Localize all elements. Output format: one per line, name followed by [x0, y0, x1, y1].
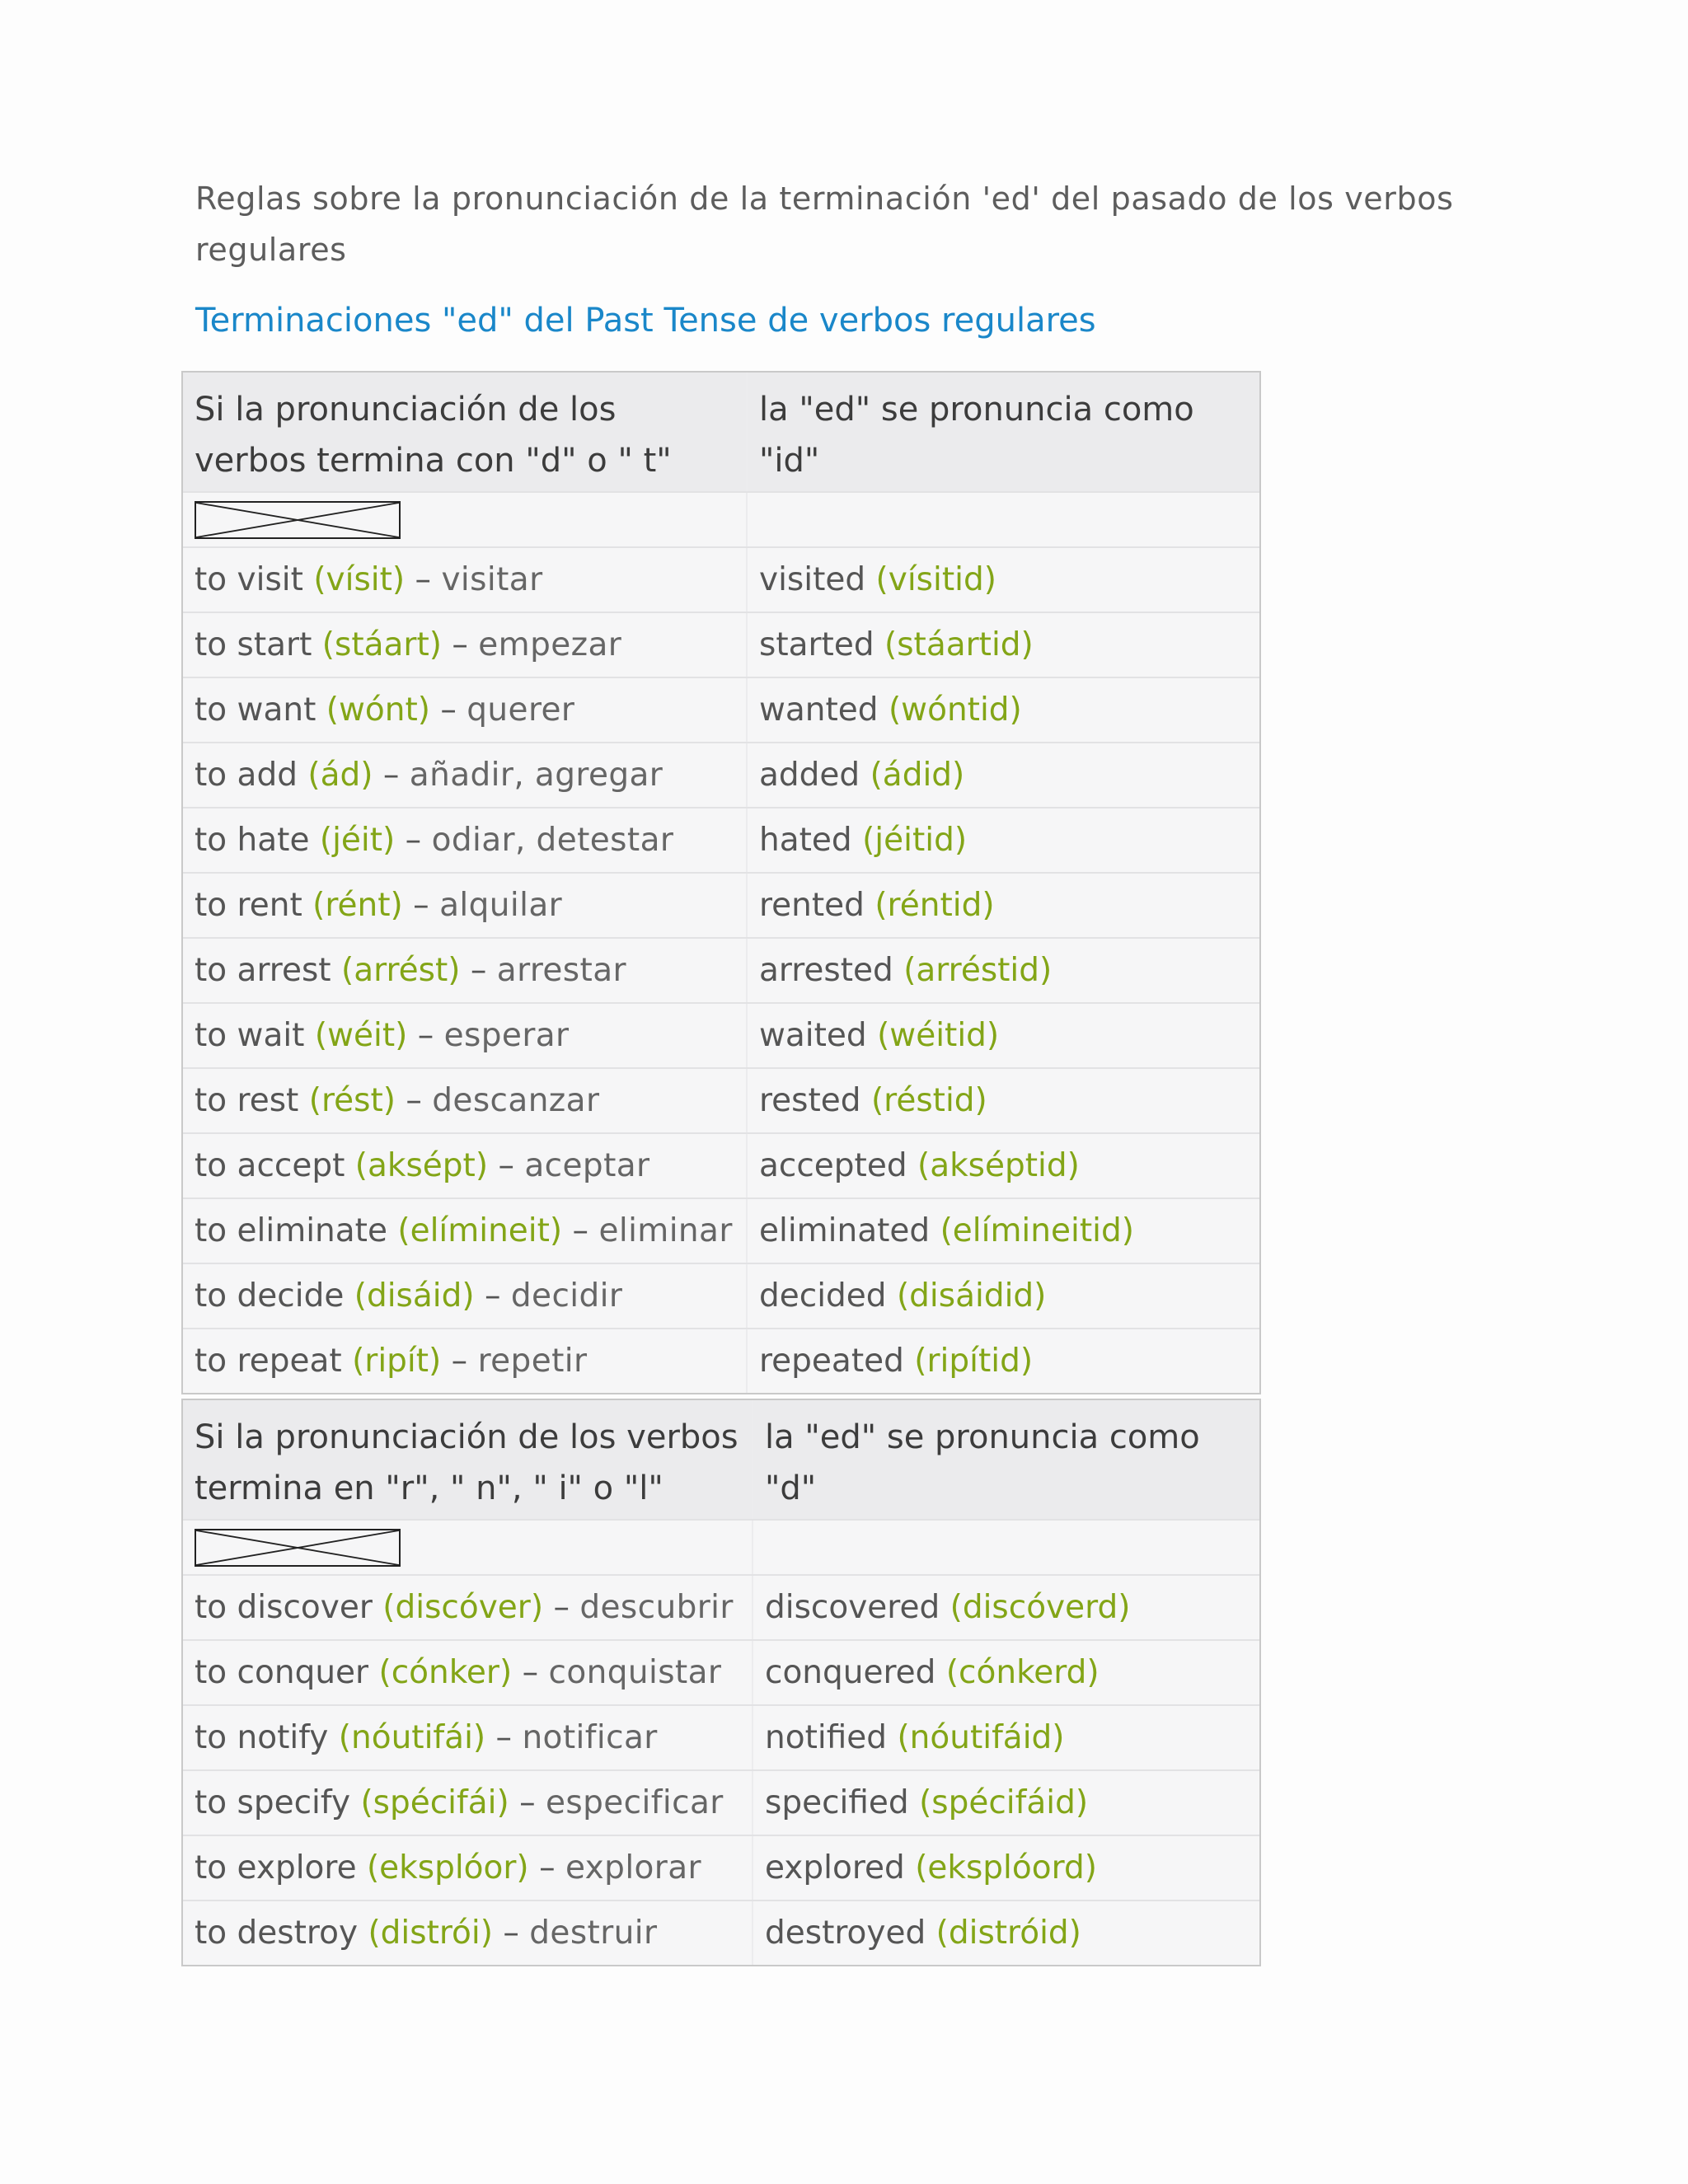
verb-translation: añadir, agregar	[409, 757, 663, 794]
table-row	[183, 743, 1259, 808]
present-cell	[183, 1836, 753, 1900]
verb-translation: empezar	[478, 626, 622, 663]
table-header-row	[183, 373, 1259, 493]
image-cell-empty	[748, 493, 1259, 546]
present-cell	[183, 1134, 748, 1197]
present-cell	[183, 1641, 753, 1704]
present-cell	[183, 1771, 753, 1835]
verb-translation: especificar	[546, 1784, 724, 1821]
table-row	[183, 678, 1259, 743]
broken-image-icon	[195, 1529, 401, 1567]
separator-dash: –	[572, 1212, 589, 1249]
image-row	[183, 493, 1259, 548]
verb-infinitive: to rest	[195, 1082, 299, 1119]
verb-past: decided	[759, 1277, 887, 1315]
present-cell	[183, 613, 748, 677]
verb-past: visited	[759, 561, 866, 598]
verb-past: explored	[765, 1849, 905, 1886]
verb-past: repeated	[759, 1343, 904, 1380]
table-row	[183, 1706, 1259, 1771]
past-pronunciation: (discóverd)	[950, 1589, 1131, 1626]
past-pronunciation: (spécifáid)	[919, 1784, 1089, 1821]
past-pronunciation: (jéitid)	[862, 822, 968, 859]
table-row	[183, 1134, 1259, 1199]
past-cell	[753, 1901, 1259, 1965]
verb-past: notified	[765, 1719, 888, 1756]
verb-pronunciation: (wónt)	[326, 691, 430, 729]
verb-pronunciation: (wéit)	[314, 1017, 408, 1054]
verb-past: hated	[759, 822, 852, 859]
present-cell	[183, 1264, 748, 1328]
verb-infinitive: to arrest	[195, 952, 331, 989]
separator-dash: –	[522, 1654, 539, 1691]
verb-infinitive: to discover	[195, 1589, 373, 1626]
verb-translation: querer	[467, 691, 575, 729]
verb-infinitive: to want	[195, 691, 316, 729]
present-cell	[183, 1706, 753, 1769]
separator-dash: –	[405, 822, 422, 859]
verb-infinitive: to repeat	[195, 1343, 342, 1380]
verb-infinitive: to accept	[195, 1147, 345, 1184]
separator-dash: –	[452, 626, 468, 663]
pronunciation-table-d	[181, 1399, 1261, 1966]
past-cell	[753, 1576, 1259, 1639]
present-cell	[183, 548, 748, 612]
verb-infinitive: to eliminate	[195, 1212, 387, 1249]
verb-pronunciation: (ripít)	[352, 1343, 442, 1380]
header-right-cell: la "ed" se pronuncia como "d"	[765, 1418, 1200, 1507]
verb-infinitive: to hate	[195, 822, 310, 859]
table-row	[183, 1199, 1259, 1264]
present-cell	[183, 1329, 748, 1393]
table-row	[183, 1641, 1259, 1706]
separator-dash: –	[406, 1082, 422, 1119]
header-right-cell: la "ed" se pronuncia como "id"	[759, 391, 1194, 480]
present-cell	[183, 1901, 753, 1965]
verb-past: destroyed	[765, 1915, 926, 1952]
present-cell	[183, 874, 748, 937]
verb-translation: eliminar	[598, 1212, 733, 1249]
table-row	[183, 1069, 1259, 1134]
past-pronunciation: (cónkerd)	[945, 1654, 1100, 1691]
separator-dash: –	[382, 757, 400, 794]
verb-pronunciation: (spécifái)	[360, 1784, 509, 1821]
verb-translation: repetir	[477, 1343, 588, 1380]
verb-translation: odiar, detestar	[431, 822, 674, 859]
verb-pronunciation: (cónker)	[378, 1654, 513, 1691]
image-row	[183, 1521, 1259, 1576]
verb-pronunciation: (eksplóor)	[366, 1849, 529, 1886]
separator-dash: –	[470, 952, 487, 989]
verb-pronunciation: (elímineit)	[397, 1212, 563, 1249]
table-row	[183, 548, 1259, 613]
past-pronunciation: (disáidid)	[896, 1277, 1047, 1315]
separator-dash: –	[519, 1784, 536, 1821]
past-cell	[753, 1771, 1259, 1835]
separator-dash: –	[495, 1719, 513, 1756]
verb-pronunciation: (nóutifái)	[338, 1719, 486, 1756]
past-pronunciation: (nóutifáid)	[897, 1719, 1065, 1756]
verb-translation: arrestar	[496, 952, 626, 989]
past-cell	[748, 808, 1259, 872]
verb-pronunciation: (disáid)	[354, 1277, 475, 1315]
verb-infinitive: to decide	[195, 1277, 345, 1315]
present-cell	[183, 1004, 748, 1067]
verb-translation: visitar	[441, 561, 543, 598]
verb-pronunciation: (discóver)	[382, 1589, 544, 1626]
verb-infinitive: to add	[195, 757, 298, 794]
section-heading: Terminaciones "ed" del Past Tense de verbos regulares	[195, 302, 1096, 340]
verb-pronunciation: (jéit)	[319, 822, 396, 859]
verb-infinitive: to start	[195, 626, 312, 663]
verb-translation: descubrir	[579, 1589, 734, 1626]
verb-translation: aceptar	[524, 1147, 650, 1184]
broken-image-icon	[195, 501, 401, 539]
verb-past: added	[759, 757, 860, 794]
table-row	[183, 613, 1259, 678]
verb-past: specified	[765, 1784, 909, 1821]
table-row	[183, 1329, 1259, 1393]
separator-dash: –	[498, 1147, 514, 1184]
document-body	[195, 173, 1531, 356]
table-header-row	[183, 1400, 1259, 1521]
past-pronunciation: (ádid)	[870, 757, 965, 794]
header-left-cell: Si la pronunciación de los verbos termina con "d" o " t"	[183, 373, 748, 491]
past-pronunciation: (vísitid)	[875, 561, 996, 598]
verb-past: rested	[759, 1082, 861, 1119]
past-cell	[748, 1329, 1259, 1393]
verb-infinitive: to wait	[195, 1017, 305, 1054]
verb-infinitive: to conquer	[195, 1654, 369, 1691]
verb-infinitive: to visit	[195, 561, 303, 598]
past-cell	[748, 613, 1259, 677]
past-cell	[753, 1641, 1259, 1704]
past-pronunciation: (wéitid)	[877, 1017, 1000, 1054]
present-cell	[183, 808, 748, 872]
past-cell	[748, 743, 1259, 807]
past-cell	[748, 1199, 1259, 1263]
verb-translation: esperar	[443, 1017, 570, 1054]
verb-translation: destruir	[529, 1915, 658, 1952]
verb-past: conquered	[765, 1654, 936, 1691]
separator-dash: –	[553, 1589, 570, 1626]
verb-pronunciation: (aksépt)	[354, 1147, 489, 1184]
past-cell	[748, 678, 1259, 742]
verb-infinitive: to rent	[195, 887, 302, 924]
verb-past: started	[759, 626, 874, 663]
past-pronunciation: (arréstid)	[903, 952, 1053, 989]
verb-pronunciation: (distrói)	[368, 1915, 493, 1952]
past-cell	[748, 1134, 1259, 1197]
table-row	[183, 1576, 1259, 1641]
verb-translation: explorar	[565, 1849, 701, 1886]
table-row	[183, 1836, 1259, 1901]
verb-infinitive: to explore	[195, 1849, 357, 1886]
verb-pronunciation: (stáart)	[321, 626, 442, 663]
past-cell	[748, 1004, 1259, 1067]
past-cell	[748, 939, 1259, 1002]
intro-paragraph: Reglas sobre la pronunciación de la terminación 'ed' del pasado de los verbos regulares	[195, 180, 1454, 268]
past-pronunciation: (ripítid)	[914, 1343, 1034, 1380]
header-left-cell: Si la pronunciación de los verbos termina en "r", " n", " i" o "l"	[183, 1400, 753, 1519]
verb-infinitive: to notify	[195, 1719, 329, 1756]
verb-translation: conquistar	[548, 1654, 722, 1691]
past-pronunciation: (stáartid)	[884, 626, 1034, 663]
image-cell	[183, 493, 748, 546]
table-row	[183, 874, 1259, 939]
separator-dash: –	[539, 1849, 556, 1886]
past-cell	[753, 1706, 1259, 1769]
present-cell	[183, 1069, 748, 1132]
image-cell-empty	[753, 1521, 1259, 1574]
past-cell	[748, 548, 1259, 612]
past-pronunciation: (elímineitid)	[940, 1212, 1134, 1249]
verb-translation: descanzar	[432, 1082, 600, 1119]
separator-dash: –	[451, 1343, 468, 1380]
verb-pronunciation: (rést)	[308, 1082, 396, 1119]
table-row	[183, 1004, 1259, 1069]
verb-pronunciation: (ád)	[307, 757, 373, 794]
present-cell	[183, 743, 748, 807]
verb-infinitive: to specify	[195, 1784, 351, 1821]
past-pronunciation: (wóntid)	[888, 691, 1022, 729]
image-cell	[183, 1521, 753, 1574]
past-pronunciation: (eksplóord)	[915, 1849, 1097, 1886]
separator-dash: –	[415, 561, 432, 598]
table-row	[183, 1901, 1259, 1965]
verb-past: wanted	[759, 691, 879, 729]
past-pronunciation: (akséptid)	[917, 1147, 1080, 1184]
verb-pronunciation: (arrést)	[341, 952, 461, 989]
pronunciation-table-id	[181, 371, 1261, 1394]
past-pronunciation: (distróid)	[935, 1915, 1081, 1952]
verb-translation: alquilar	[439, 887, 563, 924]
verb-translation: notificar	[522, 1719, 658, 1756]
past-pronunciation: (réntid)	[874, 887, 995, 924]
present-cell	[183, 1576, 753, 1639]
verb-past: arrested	[759, 952, 893, 989]
verb-infinitive: to destroy	[195, 1915, 359, 1952]
past-pronunciation: (réstid)	[870, 1082, 987, 1119]
table-row	[183, 1264, 1259, 1329]
past-cell	[753, 1836, 1259, 1900]
present-cell	[183, 678, 748, 742]
separator-dash: –	[503, 1915, 519, 1952]
separator-dash: –	[440, 691, 457, 729]
separator-dash: –	[484, 1277, 501, 1315]
separator-dash: –	[413, 887, 429, 924]
verb-translation: decidir	[510, 1277, 623, 1315]
past-cell	[748, 1069, 1259, 1132]
verb-past: waited	[759, 1017, 867, 1054]
verb-past: discovered	[765, 1589, 940, 1626]
separator-dash: –	[417, 1017, 434, 1054]
table-row	[183, 808, 1259, 874]
verb-past: accepted	[759, 1147, 907, 1184]
past-cell	[748, 1264, 1259, 1328]
verb-pronunciation: (vísit)	[313, 561, 406, 598]
past-cell	[748, 874, 1259, 937]
present-cell	[183, 939, 748, 1002]
verb-past: rented	[759, 887, 865, 924]
present-cell	[183, 1199, 748, 1263]
verb-pronunciation: (rént)	[312, 887, 403, 924]
verb-past: eliminated	[759, 1212, 931, 1249]
table-row	[183, 939, 1259, 1004]
table-row	[183, 1771, 1259, 1836]
